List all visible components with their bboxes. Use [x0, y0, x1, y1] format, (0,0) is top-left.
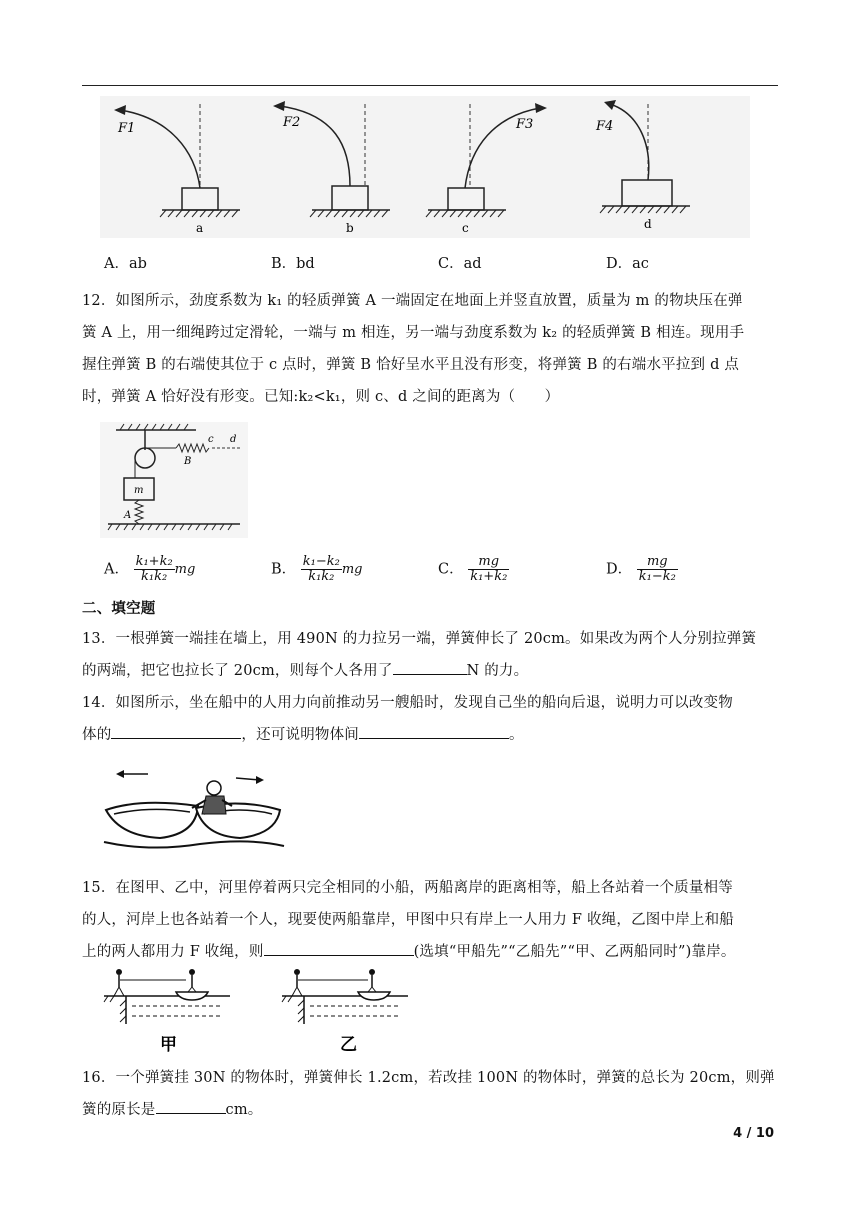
- q12-option-c: [438, 555, 509, 584]
- q12-fig-label-c: c: [208, 434, 214, 445]
- q12-line-1: 12．如图所示，劲度系数为 k₁ 的轻质弹簧 A 一端固定在地面上并竖直放置，质量为 m 的物块压在弹: [82, 293, 743, 309]
- q13-line-1: 13．一根弹簧一端挂在墙上，用 490N 的力拉另一端，弹簧伸长了 20cm。如果改为两个人分别拉弹簧: [82, 631, 757, 647]
- block-label-d: d: [644, 217, 652, 231]
- q11-option-a: A．ab: [104, 256, 147, 272]
- q12-option-b-tail: mg: [341, 562, 363, 577]
- q12-line-4: 时，弹簧 A 恰好没有形变。已知:k₂<k₁，则 c、d 之间的距离为（ ）: [82, 389, 560, 405]
- q15-answer-blank[interactable]: [264, 940, 414, 956]
- q16-answer-blank[interactable]: [156, 1098, 226, 1114]
- q11-figure: [100, 96, 750, 238]
- q12-fig-label-a: A: [124, 510, 132, 521]
- q15-figure-yi: [282, 969, 408, 1055]
- force-label-f1: F1: [118, 121, 136, 136]
- q15-figure: [100, 966, 412, 1056]
- q12-option-a-tail: mg: [174, 562, 196, 577]
- force-label-f3: F3: [516, 117, 534, 132]
- q16-line-1: 16．一个弹簧挂 30N 的物体时，弹簧伸长 1.2cm，若改挂 100N 的物体时，弹簧的总长为 20cm，则弹: [82, 1070, 775, 1086]
- force-label-f4: F4: [596, 119, 614, 134]
- force-label-f2: F2: [283, 115, 301, 130]
- q12-line-2: 簧 A 上，用一细绳跨过定滑轮，一端与 m 相连，另一端与劲度系数为 k₂ 的轻质弹簧 B 相连。现用手: [82, 325, 745, 341]
- q12-option-a: [104, 555, 195, 584]
- q15-line-2: 的人，河岸上也各站着一个人，现要使两船靠岸，甲图中只有岸上一人用力 F 收绳，乙图中岸上和船: [82, 912, 734, 928]
- q15-figure-jia: [104, 969, 230, 1055]
- q16-line-2: 簧的原长是 cm。: [82, 1098, 778, 1119]
- q11-option-c: C．ad: [438, 256, 482, 272]
- q14-line-1: 14．如图所示，坐在船中的人用力向前推动另一艘船时，发现自己坐的船向后退，说明力可以改变物: [82, 695, 733, 711]
- q12-option-b-fraction: $\frac{\text{k₁−k₂}}{\text{k₁k₂}}$: [302, 554, 340, 584]
- q12-option-c-label: C．: [438, 561, 464, 578]
- page-number: 4 / 10: [733, 1126, 774, 1141]
- label-yi: 乙: [340, 1035, 357, 1055]
- q12-fig-label-m: m: [134, 485, 144, 496]
- q12-option-a-fraction: $\frac{\text{k₁+k₂}}{\text{k₁k₂}}$: [135, 554, 173, 584]
- q12-option-d-label: D．: [606, 561, 633, 578]
- q11-option-b: B．bd: [271, 256, 315, 272]
- q11-option-d: D．ac: [606, 256, 649, 272]
- q14-answer-blank-1[interactable]: [111, 723, 241, 739]
- q14-answer-blank-2[interactable]: [359, 723, 509, 739]
- q14-line-2: 体的 ，还可说明物体间 。: [82, 723, 778, 744]
- block-label-c: c: [462, 221, 469, 235]
- q12-option-b: [271, 555, 363, 584]
- q12-fig-label-b: B: [184, 456, 192, 467]
- q14-boat-figure: [100, 762, 286, 850]
- q12-option-a-label: A．: [104, 561, 129, 578]
- label-jia: 甲: [160, 1035, 177, 1055]
- q12-figure: [100, 422, 248, 538]
- block-label-b: b: [346, 221, 354, 235]
- q15-line-3: 上的两人都用力 F 收绳，则 (选填“甲船先”“乙船先”“甲、乙两船同时”)靠岸。: [82, 940, 778, 961]
- section-title-fill-in: 二、填空题: [82, 601, 156, 617]
- q15-line-1: 15．在图甲、乙中，河里停着两只完全相同的小船，两船离岸的距离相等，船上各站着一个质量相等: [82, 880, 733, 896]
- q13-answer-blank[interactable]: [393, 659, 467, 675]
- q12-fig-label-d: d: [230, 434, 237, 445]
- q12-option-b-label: B．: [271, 561, 297, 578]
- q12-option-c-fraction: $\frac{mg}{\text{k₁+k₂}}$: [470, 554, 508, 584]
- q12-option-d-fraction: $\frac{mg}{\text{k₁−k₂}}$: [638, 554, 676, 584]
- header-rule: [82, 85, 778, 86]
- q12-line-3: 握住弹簧 B 的右端使其位于 c 点时，弹簧 B 恰好呈水平且没有形变，将弹簧 B 的右端水平拉到 d 点: [82, 357, 740, 373]
- q12-option-d: [606, 555, 678, 584]
- q13-line-2: 的两端，把它也拉长了 20cm，则每个人各用了 N 的力。: [82, 659, 778, 680]
- block-label-a: a: [196, 221, 204, 235]
